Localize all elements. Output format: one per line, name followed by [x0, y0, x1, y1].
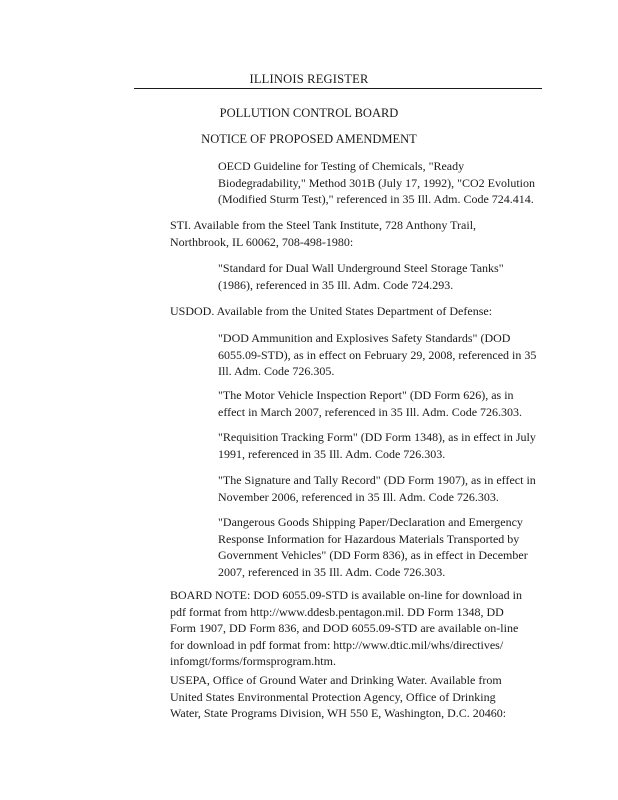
paragraph-line: effect in March 2007, referenced in 35 Ill. Adm. Code 726.303. [218, 404, 523, 419]
paragraph-line: for download in pdf format from: http://www.dtic.mil/whs/directives/ [170, 637, 504, 652]
paragraph-dangerous-goods [218, 514, 528, 580]
paragraph-line: "Standard for Dual Wall Underground Steel Storage Tanks" [218, 261, 504, 275]
notice-title: NOTICE OF PROPOSED AMENDMENT [201, 132, 417, 146]
paragraph-line: (1986), referenced in 35 Ill. Adm. Code 724.293. [218, 277, 454, 292]
paragraph-usdod [170, 303, 492, 320]
paragraph-line: Water, State Programs Division, WH 550 E, Washington, D.C. 20460: [170, 706, 507, 720]
paragraph-motor-vehicle [218, 387, 522, 420]
paragraph-line: OECD Guideline for Testing of Chemicals, "Ready [218, 159, 465, 173]
paragraph-signature-tally [218, 472, 536, 505]
paragraph-line: BOARD NOTE: DOD 6055.09-STD is available on-line for download in [170, 588, 522, 602]
paragraph-dod-ammunition [218, 330, 536, 380]
paragraph-oecd [218, 158, 535, 208]
paragraph-line: pdf format from http://www.ddesb.pentagon.mil. DD Form 1348, DD [170, 604, 504, 619]
board-name: POLLUTION CONTROL BOARD [219, 106, 399, 120]
paragraph-line: 6055.09-STD), as in effect on February 29, 2008, referenced in 35 [218, 347, 537, 362]
paragraph-line: Government Vehicles" (DD Form 836), as in effect in December [218, 548, 528, 562]
paragraph-line: STI. Available from the Steel Tank Institute, 728 Anthony Trail, [170, 218, 477, 232]
paragraph-usepa [170, 672, 506, 722]
paragraph-line: United States Environmental Protection Agency, Office of Drinking [170, 689, 496, 704]
register-title: ILLINOIS REGISTER [249, 72, 369, 86]
paragraph-line: Northbrook, IL 60062, 708-498-1980: [170, 234, 354, 249]
paragraph-line: 1991, referenced in 35 Ill. Adm. Code 726.303. [218, 446, 446, 461]
header-rule [134, 88, 542, 89]
paragraph-line: "The Motor Vehicle Inspection Report" (DD Form 626), as in [218, 388, 514, 402]
paragraph-line: USDOD. Available from the United States Department of Defense: [170, 304, 493, 318]
paragraph-line: Response Information for Hazardous Materials Transported by [218, 531, 520, 546]
paragraph-line: USEPA, Office of Ground Water and Drinking Water. Available from [170, 673, 502, 687]
paragraph-board-note [170, 587, 522, 670]
paragraph-line: "Dangerous Goods Shipping Paper/Declaration and Emergency [218, 515, 523, 529]
paragraph-line: Form 1907, DD Form 836, and DOD 6055.09-STD are available on-line [170, 621, 519, 635]
paragraph-line: Ill. Adm. Code 726.305. [218, 364, 335, 378]
paragraph-sti [170, 217, 476, 250]
paragraph-line: "The Signature and Tally Record" (DD Form 1907), as in effect in [218, 473, 536, 487]
paragraph-requisition [218, 429, 536, 462]
paragraph-line: infomgt/forms/formsprogram.htm. [170, 654, 336, 668]
paragraph-line: 2007, referenced in 35 Ill. Adm. Code 726.303. [218, 564, 446, 579]
paragraph-line: November 2006, referenced in 35 Ill. Adm. Code 726.303. [218, 489, 499, 504]
paragraph-line: "DOD Ammunition and Explosives Safety Standards" (DOD [218, 331, 511, 345]
paragraph-line: "Requisition Tracking Form" (DD Form 1348), as in effect in July [218, 430, 536, 444]
paragraph-line: (Modified Sturm Test)," referenced in 35 Ill. Adm. Code 724.414. [218, 192, 534, 206]
paragraph-line: Biodegradability," Method 301B (July 17, 1992), "CO2 Evolution [218, 175, 535, 190]
paragraph-sti-standard [218, 260, 504, 293]
